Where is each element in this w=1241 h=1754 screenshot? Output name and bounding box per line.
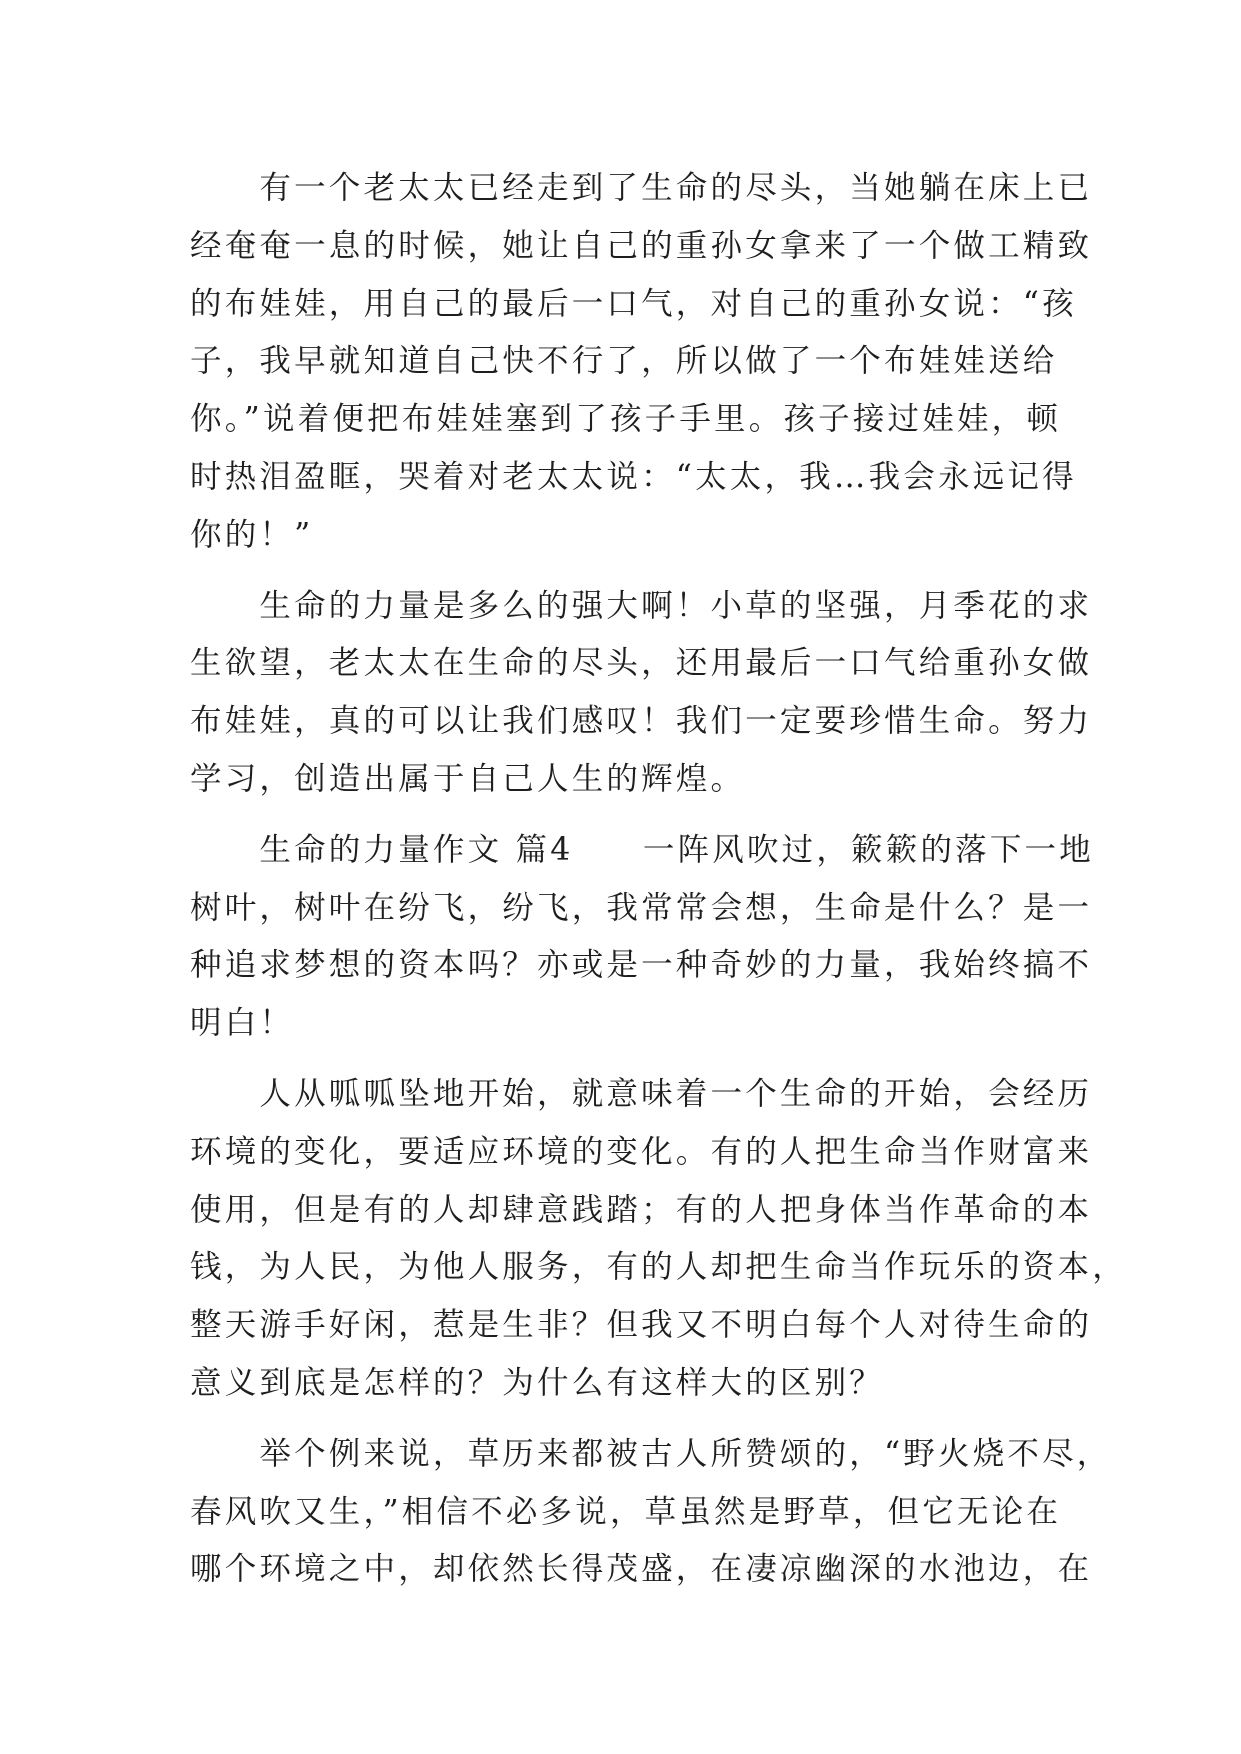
text-line: 生命的力量作文 篇4 一阵风吹过，簌簌的落下一地 xyxy=(190,831,1094,868)
text-line: 钱，为人民，为他人服务，有的人却把生命当作玩乐的资本， xyxy=(190,1249,1127,1286)
essay-body xyxy=(190,160,1127,1599)
text-line: 子，我早就知道自己快不行了，所以做了一个布娃娃送给 xyxy=(190,343,1058,380)
text-line: 经奄奄一息的时候，她让自己的重孙女拿来了一个做工精致 xyxy=(190,227,1093,264)
text-line: 生命的力量是多么的强大啊！小草的坚强，月季花的求 xyxy=(190,587,1093,624)
text-line: 布娃娃，真的可以让我们感叹！我们一定要珍惜生命。努力 xyxy=(190,703,1093,740)
text-line: 使用，但是有的人却肆意践踏；有的人把身体当作革命的本 xyxy=(190,1191,1093,1228)
text-line: 哪个环境之中，却依然长得茂盛，在凄凉幽深的水池边，在 xyxy=(190,1551,1093,1588)
paragraph-gap xyxy=(190,1053,1050,1066)
text-line: 人从呱呱坠地开始，就意味着一个生命的开始，会经历 xyxy=(190,1075,1093,1112)
text-line: 生欲望，老太太在生命的尽头，还用最后一口气给重孙女做 xyxy=(190,645,1093,682)
text-line: 举个例来说，草历来都被古人所赞颂的，“野火烧不尽， xyxy=(190,1435,1112,1472)
paragraph xyxy=(190,578,1093,809)
paragraph xyxy=(190,1066,1127,1413)
text-line: 学习，创造出属于自己人生的辉煌。 xyxy=(190,760,746,797)
paragraph-gap xyxy=(190,1413,1050,1426)
text-line: 时热泪盈眶，哭着对老太太说：“太太，我…我会永远记得 xyxy=(190,458,1077,495)
paragraph xyxy=(190,1426,1112,1599)
text-line: 明白！ xyxy=(190,1005,295,1042)
text-line: 有一个老太太已经走到了生命的尽头，当她躺在床上已 xyxy=(190,170,1093,206)
text-line: 意义到底是怎样的？为什么有这样大的区别？ xyxy=(190,1364,885,1401)
paragraph-gap xyxy=(190,809,1050,822)
text-line: 整天游手好闲，惹是生非？但我又不明白每个人对待生命的 xyxy=(190,1307,1093,1344)
text-line: 环境的变化，要适应环境的变化。有的人把生命当作财富来 xyxy=(190,1133,1093,1170)
text-line: 种追求梦想的资本吗？亦或是一种奇妙的力量，我始终搞不 xyxy=(190,947,1093,984)
paragraph-gap xyxy=(190,565,1050,578)
text-line: 你。”说着便把布娃娃塞到了孩子手里。孩子接过娃娃，顿 xyxy=(190,401,1062,438)
text-line: 的布娃娃，用自己的最后一口气，对自己的重孙女说：“孩 xyxy=(190,285,1077,322)
paragraph xyxy=(190,822,1094,1053)
text-line: 春风吹又生，”相信不必多说，草虽然是野草，但它无论在 xyxy=(190,1493,1062,1530)
text-line: 树叶，树叶在纷飞，纷飞，我常常会想，生命是什么？是一 xyxy=(190,889,1093,926)
text-line: 你的！” xyxy=(190,516,314,553)
paragraph xyxy=(190,160,1093,565)
